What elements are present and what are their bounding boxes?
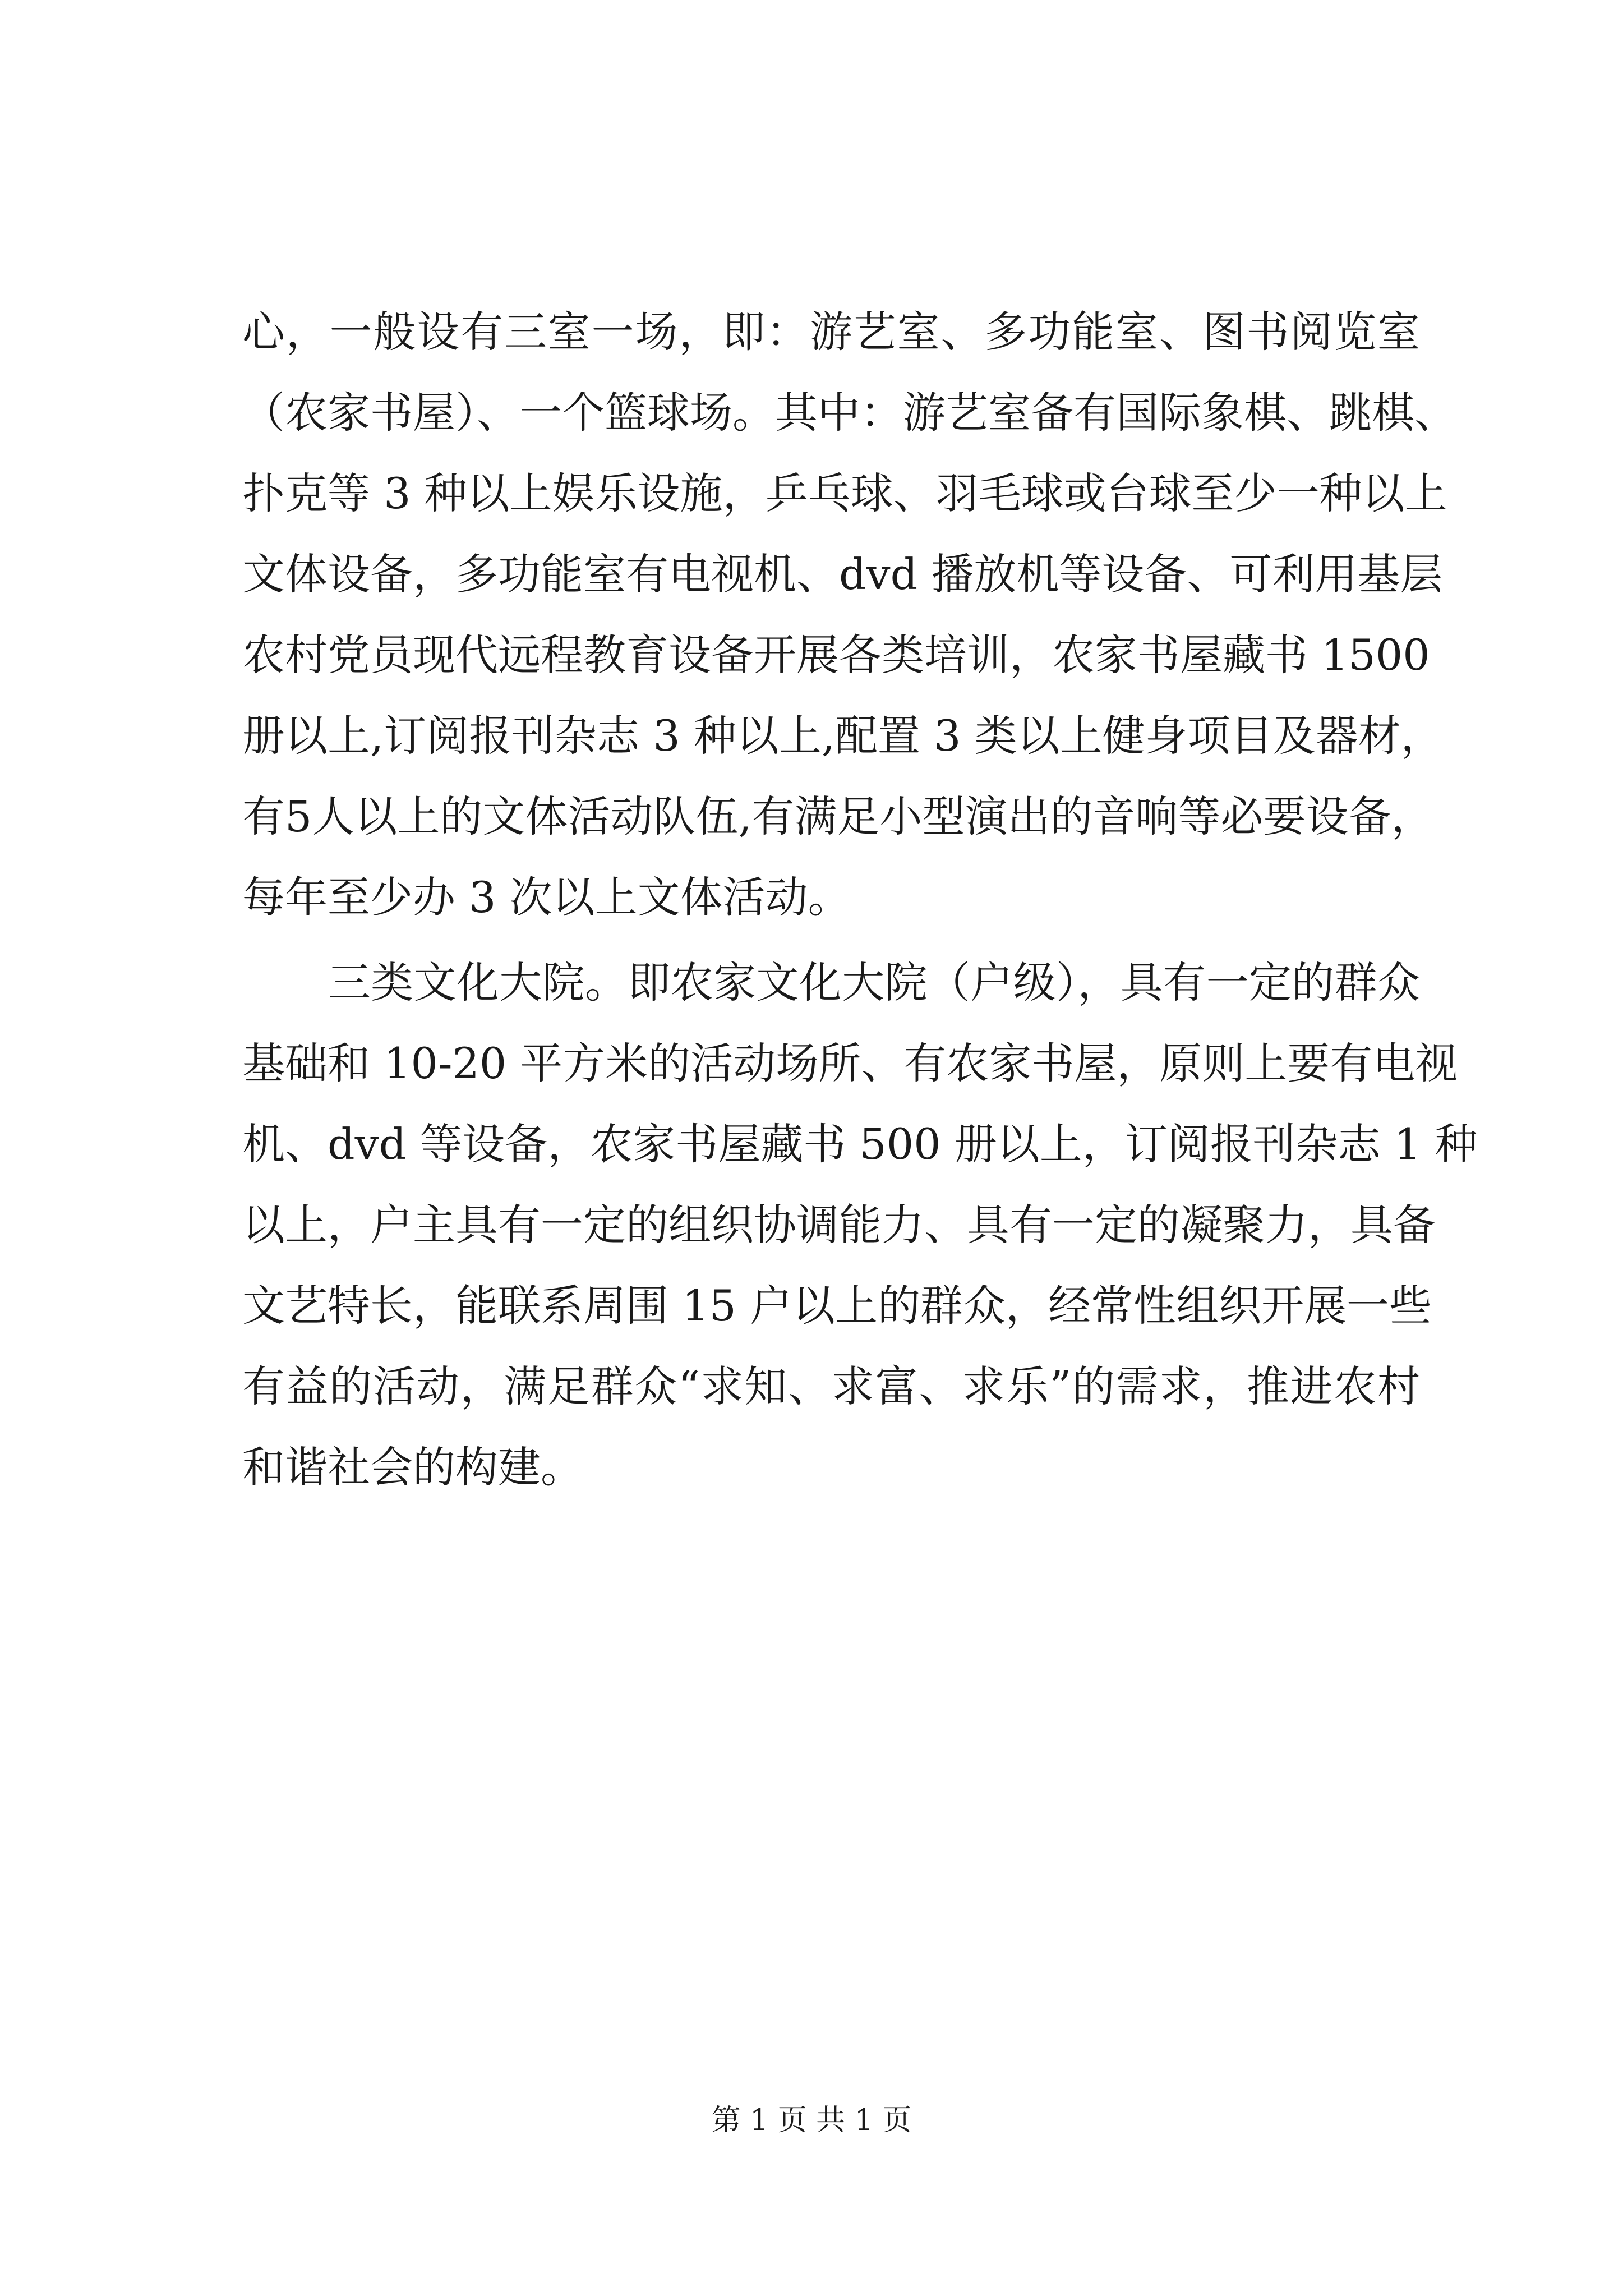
text-line: 以上，户主具有一定的组织协调能力、具有一定的凝聚力，具备 bbox=[242, 1200, 1436, 1250]
text-line: 心，一般设有三室一场，即：游艺室、多功能室、图书阅览室 bbox=[242, 307, 1420, 357]
paragraph-gap bbox=[242, 938, 1420, 942]
text-line: （农家书屋）、一个篮球场。其中：游艺室备有国际象棋、跳棋、 bbox=[242, 388, 1457, 438]
body-text bbox=[242, 292, 1478, 1508]
text-line: 有益的活动，满足群众“求知、求富、求乐”的需求，推进农村 bbox=[242, 1361, 1420, 1411]
text-line: 有5人以上的文体活动队伍,有满足小型演出的音响等必要设备， bbox=[242, 792, 1434, 841]
paragraph-1 bbox=[242, 292, 1457, 938]
page-footer bbox=[0, 2101, 1623, 2140]
text-line: 基础和 10-20 平方米的活动场所、有农家书屋，原则上要有电视 bbox=[242, 1038, 1458, 1088]
text-line: 和谐社会的构建。 bbox=[242, 1442, 583, 1492]
text-line: 文体设备，多功能室有电视机、dvd 播放机等设备、可利用基层 bbox=[242, 549, 1443, 599]
text-line: 扑克等 3 种以上娱乐设施，乒乓球、羽毛球或台球至少一种以上 bbox=[242, 468, 1447, 518]
page-number: 第 1 页 共 1 页 bbox=[711, 2104, 912, 2137]
text-line: 农村党员现代远程教育设备开展各类培训，农家书屋藏书 1500 bbox=[242, 630, 1430, 680]
text-line: 三类文化大院。即农家文化大院（户级），具有一定的群众 bbox=[242, 958, 1420, 1007]
paragraph-2 bbox=[242, 942, 1478, 1508]
text-line: 每年至少办 3 次以上文体活动。 bbox=[242, 872, 851, 922]
text-line: 文艺特长，能联系周围 15 户以上的群众，经常性组织开展一些 bbox=[242, 1281, 1432, 1331]
text-line: 机、dvd 等设备，农家书屋藏书 500 册以上，订阅报刊杂志 1 种 bbox=[242, 1119, 1478, 1169]
text-line: 册以上,订阅报刊杂志 3 种以上,配置 3 类以上健身项目及器材， bbox=[242, 711, 1444, 761]
